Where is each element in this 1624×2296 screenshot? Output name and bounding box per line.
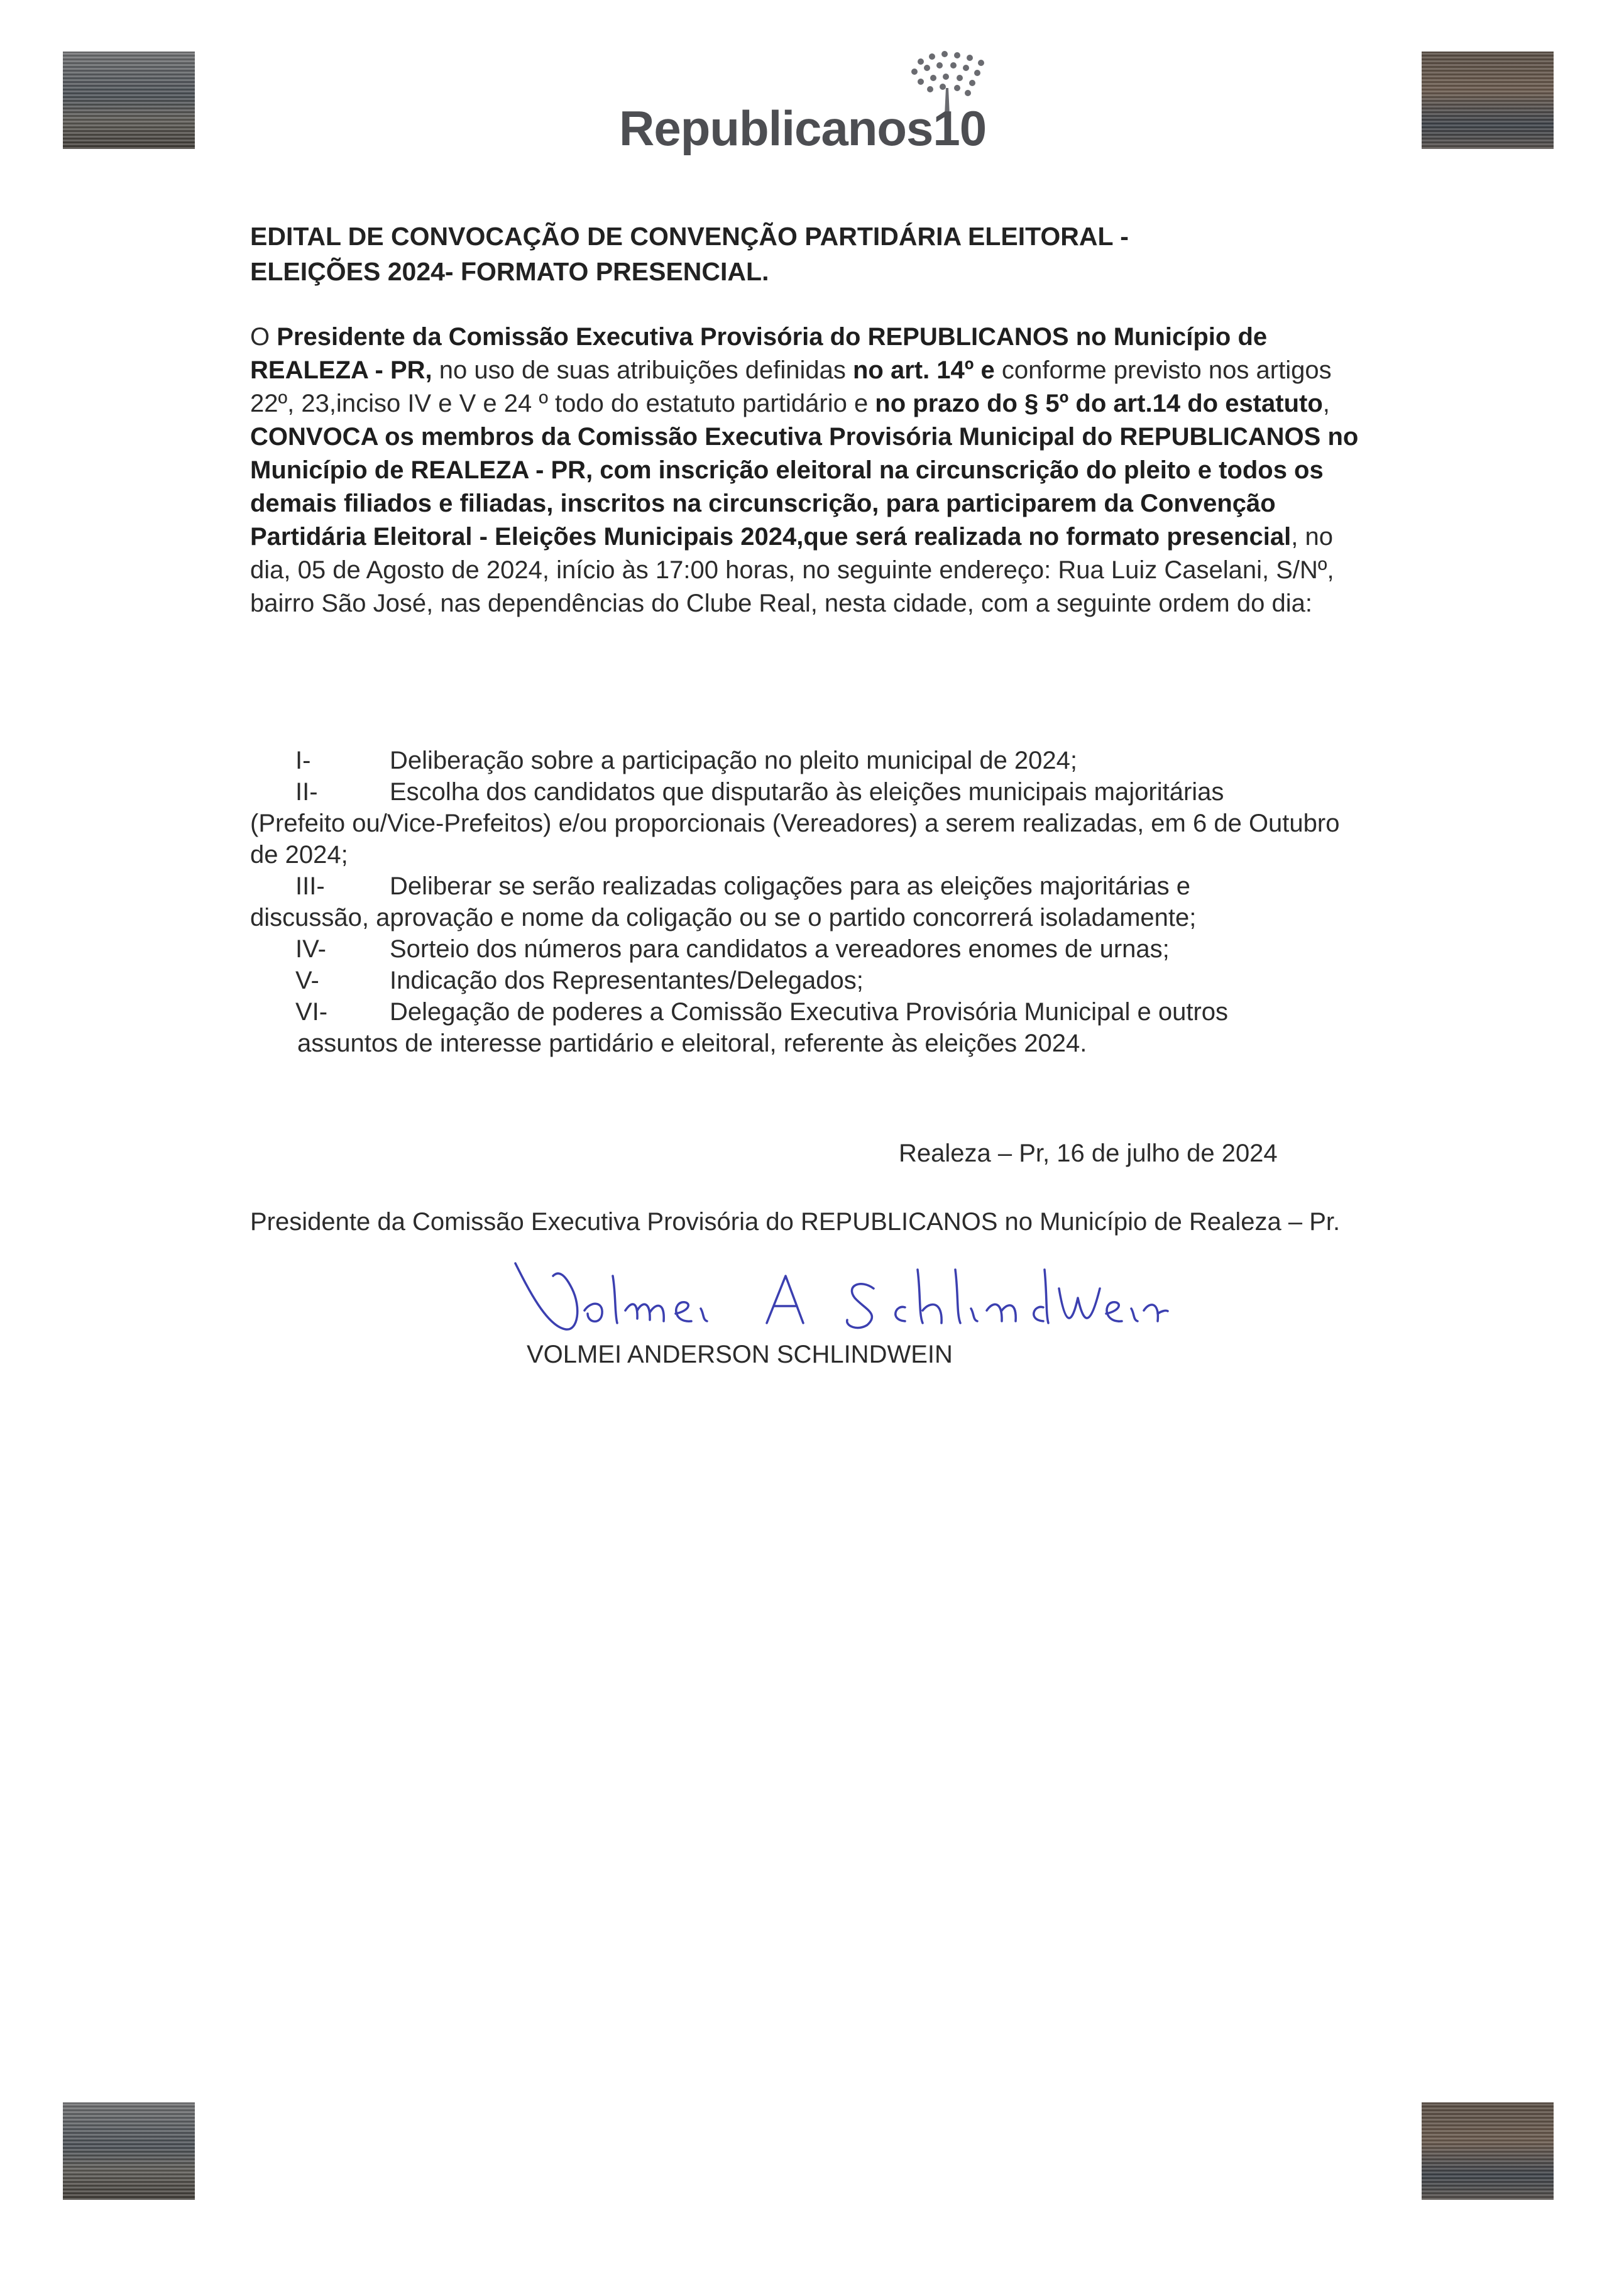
agenda-item	[250, 996, 1369, 1028]
agenda-text: Delegação de poderes a Comissão Executiva Provisória Municipal e outros	[390, 998, 1229, 1026]
agenda-number: I-	[295, 747, 311, 774]
logo-wordmark	[619, 101, 987, 156]
agenda-continuation: discussão, aprovação e nome da coligação ou se o partido concorrerá isoladamente;	[250, 904, 1197, 931]
body-bold-text: Presidente da Comissão Executiva Provisória do REPUBLICANOS no Município de REALEZA - PR,	[250, 323, 1268, 384]
body-text: , no dia, 05 de Agosto de 2024, início às 17:00 horas, no seguinte endereço: Rua Luiz Caselani, S/Nº, bairro São José, nas dependências do Clube Real, nesta cidade, com a seguinte ordem do dia:	[250, 523, 1334, 617]
agenda-number: III-	[295, 872, 325, 900]
agenda-continuation: assuntos de interesse partidário e eleitoral, referente às eleições 2024.	[297, 1030, 1087, 1057]
agenda-item	[250, 933, 1369, 965]
party-logo	[619, 49, 1009, 156]
body-bold-text: CONVOCA os membros da Comissão Executiva Provisória Municipal do REPUBLICANOS no Município de REALEZA - PR, com inscrição eleitoral na circunscrição do pleito e todos os demais filiados e filiadas, inscritos na circunscrição, para participarem da Convenção Partidária Eleitoral - Eleições Municipais 2024,que será realizada no formato presencial	[250, 423, 1359, 551]
president-line: Presidente da Comissão Executiva Provisória do REPUBLICANOS no Município de Realeza – Pr.	[250, 1208, 1341, 1236]
document-title	[250, 219, 1381, 289]
handwritten-signature	[503, 1251, 1169, 1345]
logo-name: Republicanos	[619, 101, 933, 156]
scan-marker-top-right	[1422, 52, 1554, 149]
scan-marker-bottom-right	[1422, 2102, 1554, 2200]
agenda-text: Deliberar se serão realizadas coligações para as eleições majoritárias e	[390, 872, 1190, 900]
scan-marker-bottom-left	[63, 2102, 195, 2200]
body-bold-text: no art. 14º e	[852, 356, 995, 384]
body-text: O	[250, 323, 277, 351]
agenda-text: Escolha dos candidatos que disputarão às eleições municipais majoritárias	[390, 778, 1224, 806]
body-text: no uso de suas atribuições definidas	[432, 356, 853, 384]
logo-number: 10	[933, 101, 987, 156]
agenda-number: V-	[295, 967, 319, 994]
title-line-2: ELEIÇÕES 2024- FORMATO PRESENCIAL.	[250, 257, 769, 286]
agenda-number: IV-	[295, 935, 326, 963]
agenda-text: Indicação dos Representantes/Delegados;	[390, 967, 864, 994]
scan-marker-top-left	[63, 52, 195, 149]
agenda-item	[250, 776, 1369, 808]
agenda-text: Deliberação sobre a participação no pleito municipal de 2024;	[390, 747, 1078, 774]
agenda-number: VI-	[295, 998, 328, 1026]
body-text: conforme previsto nos artigos 22º, 23,inciso IV e V e 24 º todo do estatuto partidário e	[250, 356, 1332, 417]
agenda-number: II-	[295, 778, 318, 806]
convocation-paragraph	[250, 321, 1363, 620]
date-line: Realeza – Pr, 16 de julho de 2024	[899, 1140, 1278, 1167]
signer-name: VOLMEI ANDERSON SCHLINDWEIN	[527, 1341, 953, 1368]
agenda-item	[250, 965, 1369, 996]
agenda-item	[250, 745, 1369, 776]
body-bold-text: no prazo do § 5º do art.14 do estatuto	[875, 390, 1323, 417]
agenda-continuation: (Prefeito ou/Vice-Prefeitos) e/ou proporcionais (Vereadores) a serem realizadas, em 6 de Outubro de 2024;	[250, 810, 1340, 869]
agenda-item	[250, 871, 1369, 902]
title-line-1: EDITAL DE CONVOCAÇÃO DE CONVENÇÃO PARTIDÁRIA ELEITORAL -	[250, 222, 1129, 251]
agenda-text: Sorteio dos números para candidatos a vereadores enomes de urnas;	[390, 935, 1170, 963]
agenda-list	[250, 745, 1369, 1059]
body-text: ,	[1322, 390, 1330, 417]
